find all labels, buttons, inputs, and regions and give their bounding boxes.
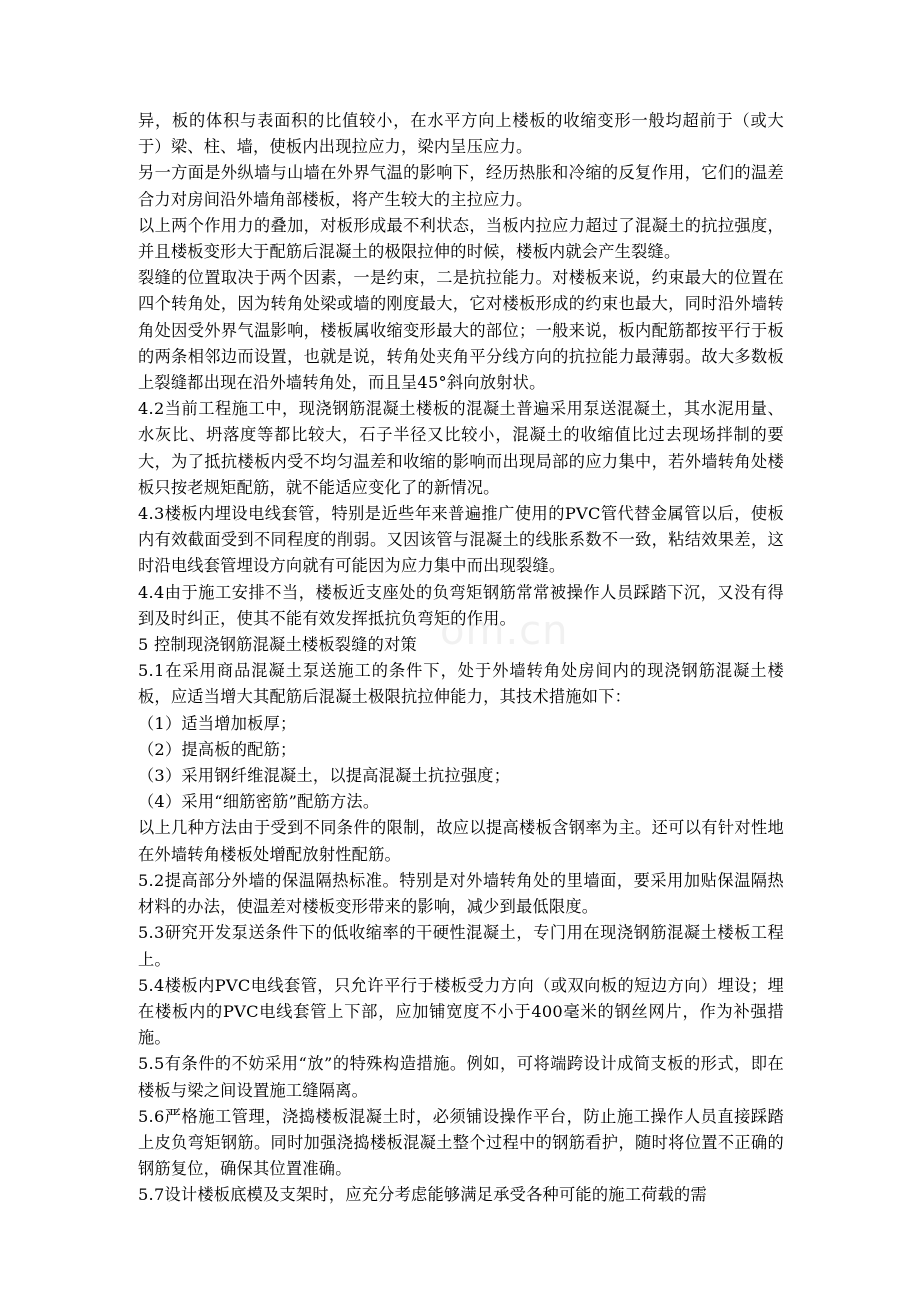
paragraph-5-2: 5.2提高部分外墙的保温隔热标准。特别是对外墙转角处的里墙面，要采用加贴保温隔热材料的办法，使温差对楼板变形带来的影响，减少到最低限度。 — [138, 870, 784, 917]
paragraph-5-5: 5.5有条件的不妨采用“放”的特殊构造措施。例如，可将端跨设计成简支板的形式，即在楼板与梁之间设置施工缝隔离。 — [138, 1054, 784, 1100]
list-item-1: （1）适当增加板厚； — [138, 713, 297, 733]
paragraph-wall-stress: 另一方面是外纵墙与山墙在外界气温的影响下，经历热胀和冷缩的反复作用，它们的温差合力对房间沿外墙角部楼板，将产生较大的主拉应力。 — [138, 163, 784, 209]
document-body — [138, 108, 784, 1209]
paragraph-crack-position: 裂缝的位置取决于两个因素，一是约束，二是抗拉能力。对楼板来说，约束最大的位置在四个转角处，因为转角处梁或墙的刚度最大，它对楼板形成的约束也最大，同时沿外墙转角处因受外界气温影响，楼板属收缩变形最大的部位；一般来说，板内配筋都按平行于板的两条相邻边而设置，也就是说，转角处夹角平分线方向的抗拉能力最薄弱。故大多数板上裂缝都出现在沿外墙转角处，而且呈45°斜向放射状。 — [138, 268, 784, 393]
paragraph-4-2: 4.2当前工程施工中，现浇钢筋混凝土楼板的混凝土普遍采用泵送混凝土，其水泥用量、水灰比、坍落度等都比较大，石子半径又比较小，混凝土的收缩值比过去现场拌制的要大，为了抵抗楼板内受不均匀温差和收缩的影响而出现局部的应力集中，若外墙转角处楼板只按老规矩配筋，就不能适应变化了的新情况。 — [138, 399, 784, 497]
paragraph-5-1: 5.1在采用商品混凝土泵送施工的条件下，处于外墙转角处房间内的现浇钢筋混凝土楼板，应适当增大其配筋后混凝土极限抗拉伸能力，其技术措施如下： — [138, 661, 784, 707]
paragraph-5-6: 5.6严格施工管理，浇捣楼板混凝土时，必须铺设操作平台，防止施工操作人员直接踩踏上皮负弯矩钢筋。同时加强浇捣楼板混凝土整个过程中的钢筋看护，随时将位置不正确的钢筋复位，确保其位置准确。 — [138, 1106, 784, 1179]
paragraph-force-overlap: 以上两个作用力的叠加，对板形成最不利状态，当板内拉应力超过了混凝土的抗拉强度，并且楼板变形大于配筋后混凝土的极限拉伸的时候，楼板内就会产生裂缝。 — [138, 215, 784, 262]
paragraph-4-3: 4.3楼板内埋设电线套管，特别是近些年来普遍推广使用的PVC管代替金属管以后，使板内有效截面受到不同程度的削弱。又因该管与混凝土的线胀系数不一致，粘结效果差，这时沿电线套管埋设方向就有可能因为应力集中而出现裂缝。 — [138, 504, 784, 576]
paragraph-5-3: 5.3研究开发泵送条件下的低收缩率的干硬性混凝土，专门用在现浇钢筋混凝土楼板工程上。 — [138, 923, 784, 969]
list-item-3: （3）采用钢纤维混凝土，以提高混凝土抗拉强度； — [138, 766, 511, 786]
paragraph-4-4: 4.4由于施工安排不当，楼板近支座处的负弯矩钢筋常常被操作人员踩踏下沉，又没有得到及时纠正，使其不能有效发挥抵抗负弯矩的作用。 — [138, 582, 784, 628]
list-item-2: （2）提高板的配筋； — [138, 739, 297, 759]
section-heading-5: 5 控制现浇钢筋混凝土楼板裂缝的对策 — [138, 635, 417, 655]
watermark: om.cn — [440, 608, 569, 654]
paragraph-5-7: 5.7设计楼板底模及支架时，应充分考虑能够满足承受各种可能的施工荷载的需 — [138, 1185, 707, 1205]
paragraph-methods-summary: 以上几种方法由于受到不同条件的限制，故应以提高楼板含钢率为主。还可以有针对性地在外墙转角楼板处增配放射性配筋。 — [138, 818, 784, 864]
list-item-4: （4）采用“细筋密筋”配筋方法。 — [138, 792, 380, 812]
paragraph-continuation: 异，板的体积与表面积的比值较小，在水平方向上楼板的收缩变形一般均超前于（或大于）梁、柱、墙，使板内出现拉应力，梁内呈压应力。 — [138, 111, 784, 157]
paragraph-5-4: 5.4楼板内PVC电线套管，只允许平行于楼板受力方向（或双向板的短边方向）埋设；埋在楼板内的PVC电线套管上下部，应加铺宽度不小于400毫米的钢丝网片，作为补强措施。 — [138, 975, 784, 1048]
